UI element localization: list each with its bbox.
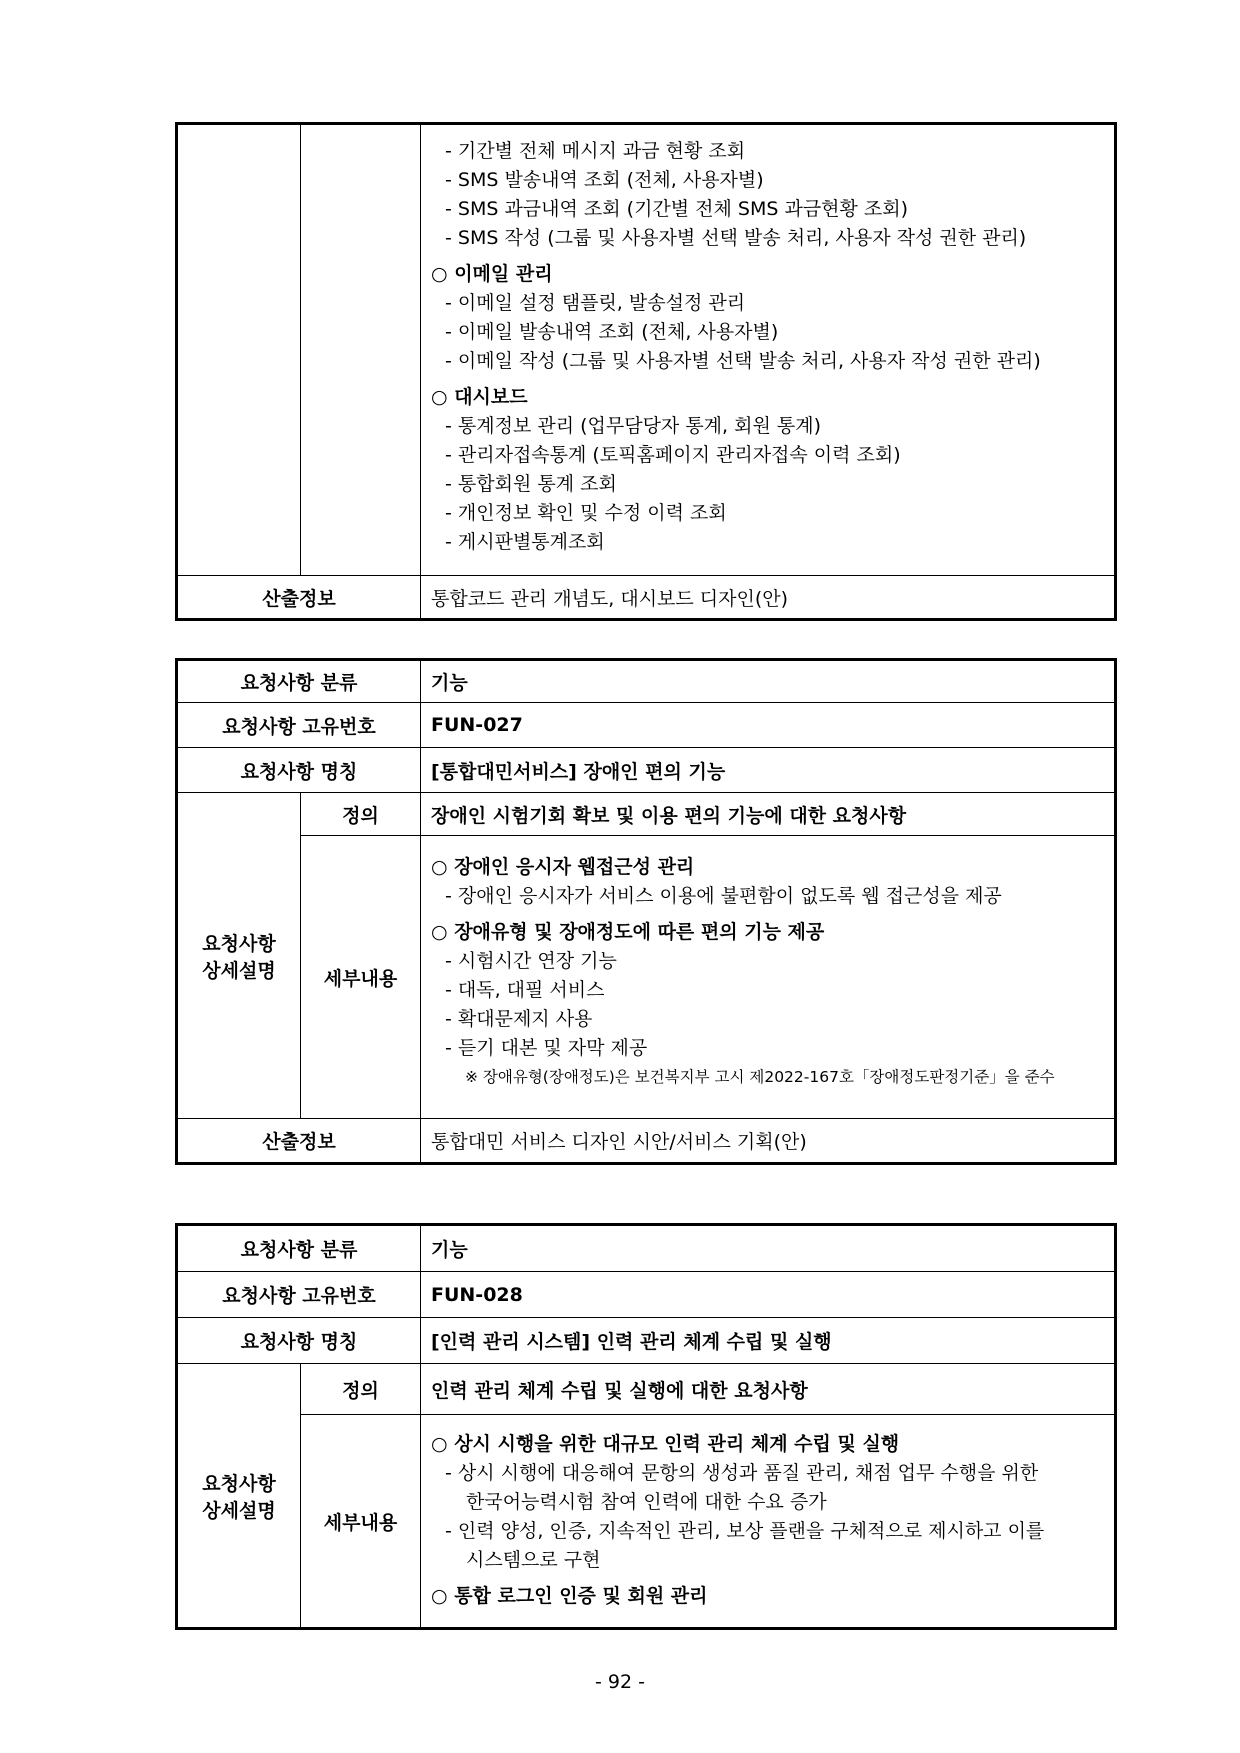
name-value: [인력 관리 시스템] 인력 관리 체계 수립 및 실행 xyxy=(421,1318,1116,1364)
content-label: 세부내용 xyxy=(301,1415,421,1629)
list-item: - 확대문제지 사용 xyxy=(445,1008,593,1030)
note-text: ※ 장애유형(장애정도)은 보건복지부 고시 제2022-167호「장애정도판정기준」을 준수 xyxy=(465,1068,1055,1086)
definition-label: 정의 xyxy=(301,1364,421,1415)
detail-label-line2: 상세설명 xyxy=(202,1499,276,1522)
list-item: - 듣기 대본 및 자막 제공 xyxy=(445,1037,648,1059)
list-item: - SMS 작성 (그룹 및 사용자별 선택 발송 처리, 사용자 작성 권한 관리) xyxy=(445,227,1027,249)
detail-label xyxy=(177,1364,301,1629)
detail-content xyxy=(421,836,1116,1119)
content-label: 세부내용 xyxy=(301,836,421,1119)
requirement-table-fun-027 xyxy=(175,658,1117,1165)
detail-label xyxy=(177,793,301,1119)
requirement-table-fun-028 xyxy=(175,1223,1117,1630)
list-item: - 대독, 대필 서비스 xyxy=(445,979,605,1001)
section-heading: ○ 대시보드 xyxy=(431,386,528,408)
page-number: - 92 - xyxy=(595,1671,645,1693)
section-heading: ○ 통합 로그인 인증 및 회원 관리 xyxy=(431,1585,708,1607)
definition-label: 정의 xyxy=(301,793,421,836)
list-item: - 통합회원 통계 조회 xyxy=(445,473,617,495)
name-label: 요청사항 명칭 xyxy=(177,748,421,793)
list-item: - 장애인 응시자가 서비스 이용에 불편함이 없도록 웹 접근성을 제공 xyxy=(445,885,1002,907)
output-value: 통합코드 관리 개념도, 대시보드 디자인(안) xyxy=(421,576,1116,620)
name-label: 요청사항 명칭 xyxy=(177,1318,421,1364)
list-item: - 관리자접속통계 (토픽홈페이지 관리자접속 이력 조회) xyxy=(445,444,901,466)
list-item: - 이메일 설정 탬플릿, 발송설정 관리 xyxy=(445,292,746,314)
list-item: - 게시판별통계조회 xyxy=(445,531,605,553)
detail-label-line1: 요청사항 xyxy=(202,932,276,955)
section-heading: ○ 상시 시행을 위한 대규모 인력 관리 체계 수립 및 실행 xyxy=(431,1433,900,1455)
category-label: 요청사항 분류 xyxy=(177,660,421,703)
detail-content xyxy=(421,1415,1116,1629)
detail-label-line2: 상세설명 xyxy=(202,959,276,982)
category-value: 기능 xyxy=(421,1225,1116,1272)
list-item: 한국어능력시험 참여 인력에 대한 수요 증가 xyxy=(466,1491,827,1513)
section-heading: ○ 장애인 응시자 웹접근성 관리 xyxy=(431,856,695,878)
definition-value: 인력 관리 체계 수립 및 실행에 대한 요청사항 xyxy=(421,1364,1116,1415)
list-item: - SMS 과금내역 조회 (기간별 전체 SMS 과금현황 조회) xyxy=(445,198,909,220)
name-value: [통합대민서비스] 장애인 편의 기능 xyxy=(421,748,1116,793)
category-label: 요청사항 분류 xyxy=(177,1225,421,1272)
list-item: - 이메일 작성 (그룹 및 사용자별 선택 발송 처리, 사용자 작성 권한 관리) xyxy=(445,350,1041,372)
output-label: 산출정보 xyxy=(177,1119,421,1164)
detail-label-cell xyxy=(177,124,301,576)
definition-value: 장애인 시험기회 확보 및 이용 편의 기능에 대한 요청사항 xyxy=(421,793,1116,836)
output-label: 산출정보 xyxy=(177,576,421,620)
list-item: - 통계정보 관리 (업무담당자 통계, 회원 통계) xyxy=(445,415,821,437)
list-item: - SMS 발송내역 조회 (전체, 사용자별) xyxy=(445,169,764,191)
category-value: 기능 xyxy=(421,660,1116,703)
list-item: - 상시 시행에 대응해여 문항의 생성과 품질 관리, 채점 업무 수행을 위한 xyxy=(445,1462,1039,1484)
list-item: - 기간별 전체 메시지 과금 현황 조회 xyxy=(445,140,746,162)
section-heading: ○ 장애유형 및 장애정도에 따른 편의 기능 제공 xyxy=(431,921,825,943)
list-item: - 이메일 발송내역 조회 (전체, 사용자별) xyxy=(445,321,779,343)
id-value: FUN-027 xyxy=(421,703,1116,748)
list-item: - 시험시간 연장 기능 xyxy=(445,950,617,972)
id-label: 요청사항 고유번호 xyxy=(177,703,421,748)
list-item: 시스템으로 구현 xyxy=(466,1549,601,1571)
detail-label-line1: 요청사항 xyxy=(202,1472,276,1495)
detail-content xyxy=(421,124,1116,576)
list-item: - 인력 양성, 인증, 지속적인 관리, 보상 플랜을 구체적으로 제시하고 이를 xyxy=(445,1520,1045,1542)
id-value: FUN-028 xyxy=(421,1272,1116,1318)
section-heading: ○ 이메일 관리 xyxy=(431,263,553,285)
output-value: 통합대민 서비스 디자인 시안/서비스 기획(안) xyxy=(421,1119,1116,1164)
requirement-table-continued xyxy=(175,122,1117,621)
id-label: 요청사항 고유번호 xyxy=(177,1272,421,1318)
list-item: - 개인정보 확인 및 수정 이력 조회 xyxy=(445,502,727,524)
content-label-cell xyxy=(301,124,421,576)
